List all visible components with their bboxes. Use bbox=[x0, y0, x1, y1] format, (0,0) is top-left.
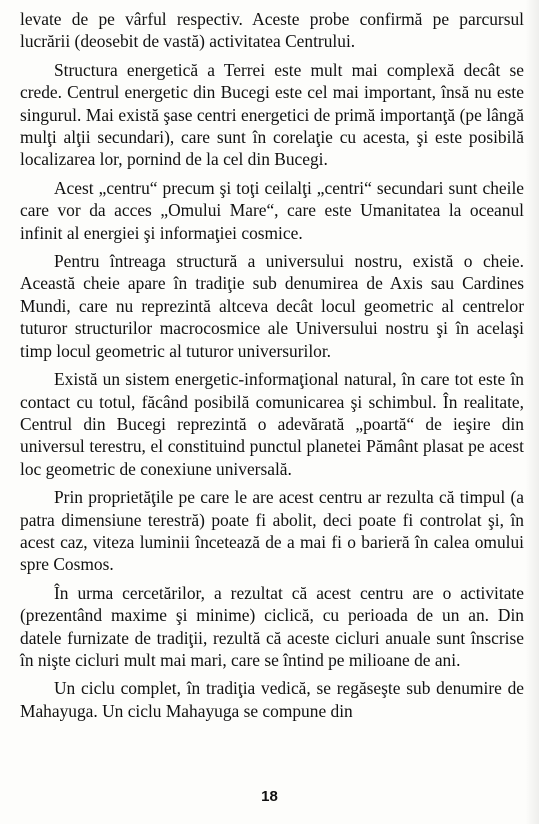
paragraph: Prin proprietăţile pe care le are acest centru ar rezulta că timpul (a patra dimensiune terestră) poate fi abolit, deci poate fi controlat şi, în acest caz, viteza luminii încetează de a mai fi o barieră în calea omului spre Cosmos. bbox=[20, 487, 524, 575]
paragraph: Structura energetică a Terrei este mult mai complexă decât se crede. Centrul energetic din Bucegi este cel mai important, însă nu este singurul. Mai există şase centri energetici de primă importanţă (pe lângă mulţi alţii secundari), care sunt în corelaţie cu acesta, şi este posibilă localizarea lor, pornind de la cel din Bucegi. bbox=[20, 59, 524, 170]
paragraph: Un ciclu complet, în tradiţia vedică, se regăseşte sub denumire de Mahayuga. Un ciclu Mahayuga se compune din bbox=[20, 678, 524, 721]
page-body bbox=[20, 8, 524, 728]
paragraph: Pentru întreaga structură a universului nostru, există o cheie. Această cheie apare în tradiţie sub denumirea de Axis sau Cardines Mundi, care nu reprezintă altceva decât locul geometric al centrelor tuturor structurilor macrocosmice ale Universului nostru şi în acelaşi timp locul geometric al tuturor universurilor. bbox=[20, 251, 524, 361]
paragraph: levate de pe vârful respectiv. Aceste probe confirmă pe parcursul lucrării (deosebit de vastă) activitatea Centrului. bbox=[20, 9, 524, 52]
paragraph: Există un sistem energetic-informaţional natural, în care tot este în contact cu totul, făcând posibilă comunicarea şi schimbul. În realitate, Centrul din Bucegi reprezintă o adevărată „poartă“ de ieşire din universul terestru, el constituind punctul planetei Pământ plasat pe acest loc geometric de conexiune universală. bbox=[20, 369, 524, 479]
page-number: 18 bbox=[261, 788, 278, 805]
paragraph: Acest „centru“ precum şi toţi ceilalţi „centri“ secundari sunt cheile care vor da acces „Omului Mare“, care este Umanitatea la oceanul infinit al energiei şi informaţiei cosmice. bbox=[20, 177, 524, 243]
paragraph: În urma cercetărilor, a rezultat că acest centru are o activitate (prezentând maxime şi minime) ciclică, cu perioada de un an. Din datele furnizate de tradiţii, rezultă că aceste cicluri anuale sunt înscrise în nişte cicluri mult mai mari, care se întind pe milioane de ani. bbox=[20, 582, 524, 670]
page-edge-shadow bbox=[525, 0, 539, 824]
